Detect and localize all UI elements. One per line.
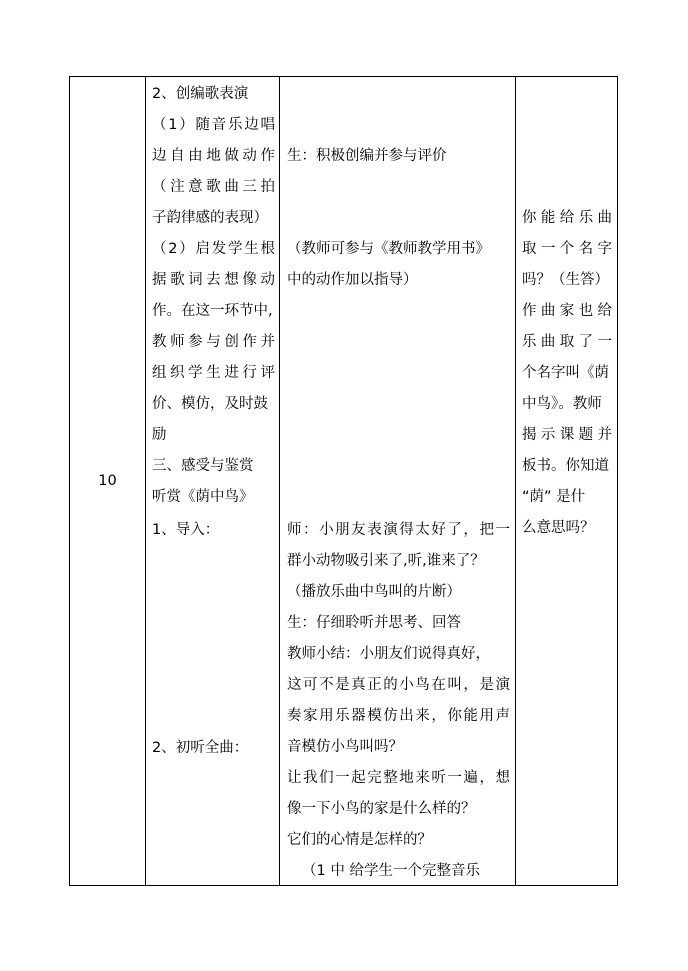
activity-line: （教师可参与《教师教学用书》 bbox=[287, 241, 490, 257]
activity-line: 奏家用乐器模仿出来，你能用声 bbox=[287, 708, 510, 724]
activity-line: 它们的心情是怎样的？ bbox=[287, 832, 432, 848]
notes-cell bbox=[516, 77, 618, 886]
step-line: 组织学生进行评 bbox=[152, 365, 275, 381]
teaching-steps-content bbox=[146, 77, 279, 885]
step-line: 听赏《荫中鸟》 bbox=[152, 489, 254, 505]
activity-line: 群小动物吸引来了,听,谁来了？ bbox=[287, 553, 485, 569]
activity-line: 像一下小鸟的家是什么样的？ bbox=[287, 801, 476, 817]
step-line: （2）启发学生根 bbox=[152, 241, 275, 257]
note-line: 乐曲取了一 bbox=[522, 334, 612, 350]
step-line: 2、初听全曲： bbox=[152, 740, 249, 756]
activity-line: （1 中 给学生一个完整音乐 bbox=[302, 863, 480, 879]
activity-line: 音模仿小鸟叫吗？ bbox=[287, 739, 403, 755]
step-line: （注意歌曲三拍 bbox=[152, 179, 275, 195]
activity-line: 生：仔细聆听并思考、回答 bbox=[287, 615, 461, 631]
note-line: 么意思吗？ bbox=[522, 520, 595, 536]
note-line: 个名字叫《荫 bbox=[522, 365, 609, 381]
section-heading: 三、感受与鉴赏 bbox=[152, 458, 254, 474]
row-number-cell bbox=[70, 77, 146, 886]
activity-line: 教师小结：小朋友们说得真好， bbox=[287, 646, 490, 662]
step-line: 1、导入： bbox=[152, 522, 220, 538]
note-line: 吗？（生答） bbox=[522, 272, 609, 288]
note-line: 板书。你知道 bbox=[522, 458, 609, 474]
activity-line: 师：小朋友表演得太好了，把一 bbox=[287, 522, 510, 538]
teaching-steps-cell bbox=[146, 77, 280, 886]
step-line: 励 bbox=[152, 427, 167, 443]
lesson-plan-table bbox=[69, 76, 618, 886]
step-line: 价、模仿，及时鼓 bbox=[152, 396, 268, 412]
step-line: （1）随音乐边唱 bbox=[152, 117, 275, 133]
step-line: 教师参与创作并 bbox=[152, 334, 275, 350]
note-line: “荫” 是什 bbox=[522, 489, 586, 505]
activity-line: （播放乐曲中鸟叫的片断） bbox=[287, 584, 461, 600]
notes-content bbox=[516, 77, 617, 885]
activities-cell bbox=[280, 77, 516, 886]
step-line: 作。在这一环节中, bbox=[152, 303, 273, 319]
note-line: 中鸟》。教师 bbox=[522, 396, 602, 412]
table-row bbox=[70, 77, 618, 886]
activity-line: 中的动作加以指导） bbox=[287, 272, 418, 288]
step-line: 2、创编歌表演 bbox=[152, 86, 249, 102]
step-line: 子韵律感的表现） bbox=[152, 210, 268, 226]
step-line: 据歌词去想像动 bbox=[152, 272, 275, 288]
activity-line: 让我们一起完整地来听一遍，想 bbox=[287, 770, 510, 786]
activities-content bbox=[280, 77, 515, 885]
note-line: 你能给乐曲 bbox=[522, 210, 612, 226]
activity-line: 这可不是真正的小鸟在叫，是演 bbox=[287, 677, 510, 693]
step-line: 边自由地做动作 bbox=[152, 148, 275, 164]
row-number: 10 bbox=[98, 472, 117, 489]
activity-line: 生：积极创编并参与评价 bbox=[287, 148, 447, 164]
note-line: 取一个名字 bbox=[522, 241, 612, 257]
note-line: 揭示课题并 bbox=[522, 427, 612, 443]
note-line: 作曲家也给 bbox=[522, 303, 612, 319]
